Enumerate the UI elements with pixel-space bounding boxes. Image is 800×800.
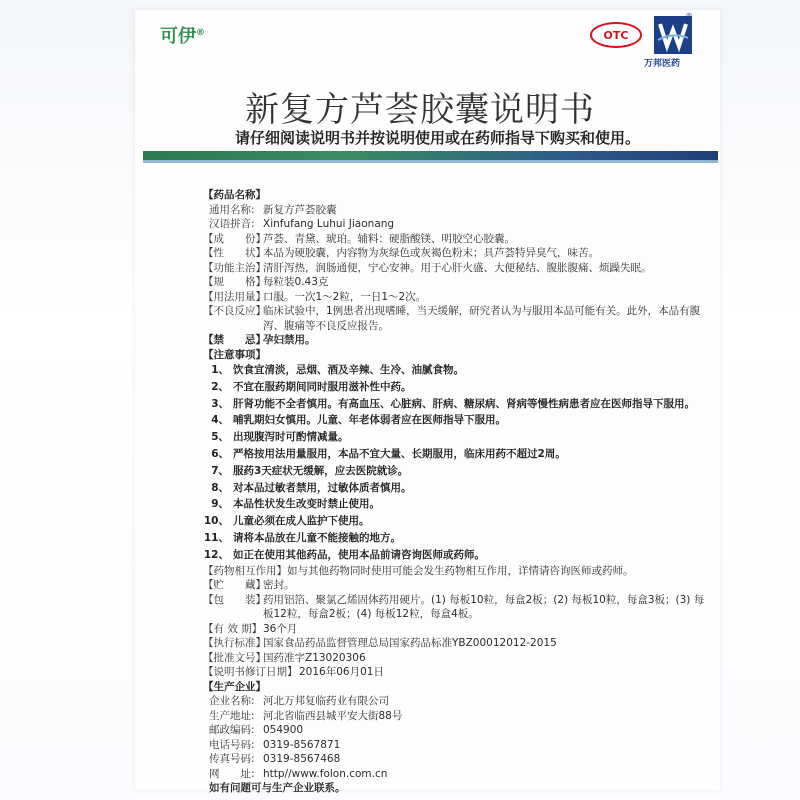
interaction-value: 如与其他药物同时使用可能会发生药物相互作用，详情请咨询医师或药师。	[287, 564, 634, 577]
note-item: 12、 如正在使用其他药品，使用本品前请咨询医师或药师。	[203, 548, 485, 561]
function-label: 【功能主治】	[203, 261, 266, 274]
page-title: 新复方芦荟胶囊说明书	[245, 90, 595, 130]
contra-value: 孕妇禁用。	[263, 334, 316, 346]
storage-row	[203, 578, 713, 593]
ingredients-label: 【成 份】	[203, 232, 266, 245]
properties-label: 【性 状】	[203, 247, 266, 259]
notes-list	[203, 362, 713, 564]
package-value: 药用铝箔、聚氯乙烯固体药用硬片。(1) 每板10粒，每盒2板；(2) 每板10粒，每盒3板；(3) 每板12粒，每盒2板；(4) 每板12粒，每盒4板。	[263, 593, 705, 621]
standard-label: 【执行标准】	[203, 637, 266, 650]
usage-value: 口服。一次1～2粒，一日1～2次。	[263, 290, 427, 303]
web-row	[203, 767, 713, 782]
validity-label: 【有 效 期】	[203, 622, 263, 635]
adverse-label: 【不良反应】	[203, 305, 266, 317]
company-value: 河北万邦复临药业有限公司	[263, 695, 389, 708]
address-label: 生产地址:	[209, 709, 255, 722]
header-stripe-thin	[143, 160, 718, 163]
web-label: 网 址:	[209, 767, 255, 780]
note-item: 5、 出现腹泻时可酌情减量。	[211, 431, 349, 444]
note-item: 4、 哺乳期妇女慎用。儿童、年老体弱者应在医师指导下服用。	[211, 414, 506, 427]
note-item: 3、 肝肾功能不全者慎用。有高血压、心脏病、肝病、糖尿病、肾病等慢性病患者应在医师指导下服用。	[211, 397, 695, 410]
header-stripe	[143, 151, 718, 160]
common-name-label: 通用名称:	[209, 203, 255, 216]
standard-value: 国家食品药品监督管理总局国家药品标准YBZ00012012-2015	[263, 637, 557, 650]
interaction-row	[203, 564, 713, 579]
revision-row	[203, 665, 713, 680]
company-row	[203, 694, 713, 709]
revision-label: 【说明书修订日期】	[203, 666, 298, 679]
note-item: 9、 本品性状发生改变时禁止使用。	[211, 498, 380, 511]
address-value: 河北省临西县城平安大街88号	[263, 709, 403, 722]
spec-row	[203, 275, 713, 290]
revision-value: 2016年06月01日	[299, 666, 384, 679]
notes-heading: 【注意事项】	[203, 348, 266, 361]
postcode-value: 054900	[263, 724, 304, 737]
otc-badge: OTC	[590, 22, 642, 48]
standard-row	[203, 636, 713, 651]
properties-row	[203, 246, 713, 261]
properties-value: 本品为硬胶囊，内容物为灰绿色或灰褐色粉末；具芦荟特异臭气，味苦。	[263, 247, 599, 259]
function-value: 清肝泻热，润肠通便，宁心安神。用于心肝火盛、大便秘结、腹胀腹痛、烦躁失眠。	[263, 261, 652, 274]
note-item: 2、 不宜在服药期间同时服用滋补性中药。	[211, 380, 412, 393]
note-item: 10、 儿童必须在成人监护下使用。	[203, 515, 370, 528]
phone-label: 电话号码:	[209, 738, 255, 751]
adverse-value: 临床试验中，1例患者出现嗜睡，当天缓解，研究者认为与服用本品可能有关。此外，本品有腹泻、腹痛等不良反应报告。	[263, 305, 701, 332]
maker-heading: 【生产企业】	[203, 680, 266, 693]
note-item: 6、 严格按用法用量服用，本品不宜大量、长期服用，临床用药不超过2周。	[211, 447, 566, 460]
fax-value: 0319-8567468	[263, 753, 341, 766]
leaflet-content	[203, 188, 713, 796]
interaction-label: 【药物相互作用】	[203, 564, 287, 577]
usage-label: 【用法用量】	[203, 290, 266, 303]
spec-label: 【规 格】	[203, 276, 266, 288]
common-name-value: 新复方芦荟胶囊	[263, 203, 337, 216]
common-name-row	[203, 203, 713, 218]
ingredients-value: 芦荟、青黛、琥珀。辅料：硬脂酸镁、明胶空心胶囊。	[263, 232, 515, 245]
approval-row	[203, 651, 713, 666]
package-row	[203, 593, 713, 622]
company-label: 企业名称:	[209, 695, 255, 708]
postcode-label: 邮政编码:	[209, 724, 255, 737]
note-item: 1、 饮食宜清淡，忌烟、酒及辛辣、生冷、油腻食物。	[211, 364, 464, 376]
note-item: 11、 请将本品放在儿童不能接触的地方。	[203, 531, 401, 544]
footer-note: 如有问题可与生产企业联系。	[209, 782, 346, 795]
contra-label: 【禁 忌】	[203, 334, 266, 346]
package-label: 【包 装】	[203, 593, 266, 606]
pinyin-value: Xinfufang Luhui Jiaonang	[263, 218, 395, 230]
approval-label: 【批准文号】	[203, 651, 266, 664]
phone-row	[203, 738, 713, 753]
fax-label: 传真号码:	[209, 753, 255, 766]
brand-logo: 可伊®	[160, 26, 205, 47]
web-value: http//www.folon.com.cn	[263, 767, 388, 780]
contra-row	[203, 333, 713, 348]
ingredients-row	[203, 232, 713, 247]
validity-row	[203, 622, 713, 637]
address-row	[203, 709, 713, 724]
postcode-row	[203, 723, 713, 738]
pinyin-row	[203, 217, 713, 232]
storage-value: 密封。	[263, 579, 295, 592]
drug-name-heading: 【药品名称】	[203, 189, 266, 201]
phone-value: 0319-8567871	[263, 738, 341, 751]
function-row	[203, 261, 713, 276]
pinyin-label: 汉语拼音:	[209, 218, 255, 230]
approval-value: 国药准字Z13020306	[263, 651, 366, 664]
fax-row	[203, 752, 713, 767]
logo-text: 万邦医药	[644, 59, 681, 69]
note-item: 7、 服药3天症状无缓解，应去医院就诊。	[211, 464, 409, 477]
spec-value: 每粒装0.43克	[263, 276, 329, 288]
validity-value: 36个月	[263, 622, 298, 635]
registered-mark: ®	[685, 12, 693, 21]
storage-label: 【贮 藏】	[203, 579, 266, 592]
adverse-row	[203, 304, 713, 333]
note-item: 8、 对本品过敏者禁用，过敏体质者慎用。	[211, 481, 412, 494]
usage-row	[203, 290, 713, 305]
page-subtitle: 请仔细阅读说明书并按说明使用或在药师指导下购买和使用。	[235, 129, 641, 147]
